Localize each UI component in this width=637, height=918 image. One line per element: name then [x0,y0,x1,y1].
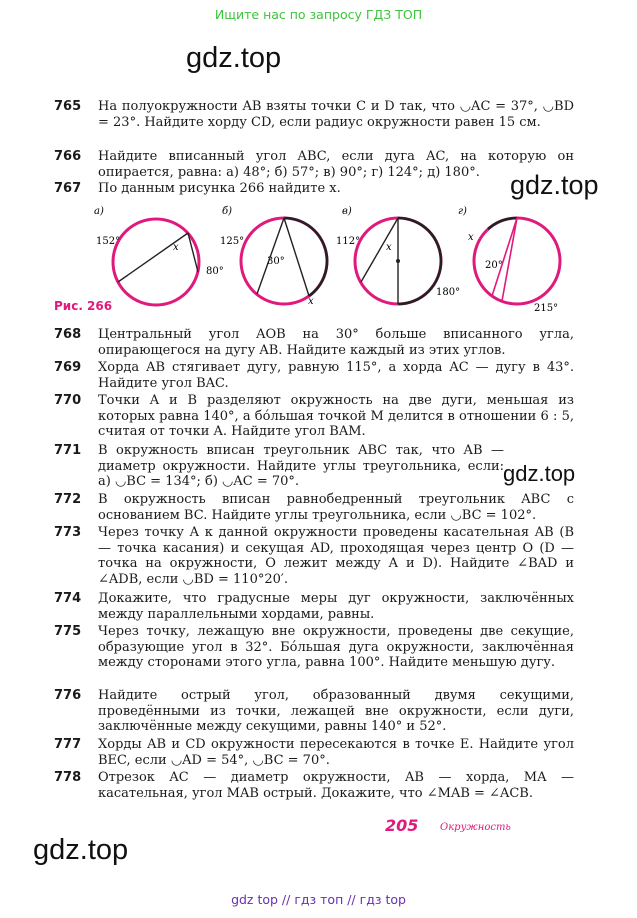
problem-number: 768 [54,327,82,342]
label: 215° [534,303,559,314]
label: 80° [206,266,224,277]
problem-776 [54,688,574,735]
problem-text: Найдите вписанный угол ABC, если дуга AC, на которую он опирается, равна: а) 48°; б) 57°; в) 90°; г) 124°; д) 180°. [98,149,574,180]
figure-266 [90,200,570,315]
problem-number: 766 [54,149,82,164]
watermark: gdz.top [33,834,129,866]
problem-text: Докажите, что градусные меры дуг окружности, заключённых между параллельными хордами, равны. [98,591,574,622]
label: 152° [96,236,121,247]
problem-765 [54,99,574,130]
problem-768 [54,327,574,358]
label: 180° [436,287,461,298]
label: x [468,232,474,243]
problem-769 [54,360,574,391]
problem-number: 765 [54,99,82,114]
problem-text: Хорда AB стягивает дугу, равную 115°, а хорда AC — дугу в 43°. Найдите угол BAC. [98,360,574,391]
problem-number: 767 [54,181,82,196]
panel-label: г) [458,206,467,217]
problem-777 [54,737,574,768]
problem-number: 769 [54,360,82,375]
problem-772 [54,492,574,523]
circle-a [113,219,199,305]
problem-number: 773 [54,525,82,540]
problem-774 [54,591,574,622]
problem-767 [54,181,574,197]
footer-links[interactable]: gdz top // гдз топ // гдз top [231,892,406,907]
panel-label: б) [222,206,233,217]
problem-771 [54,443,574,490]
top-banner[interactable]: Ищите нас по запросу ГДЗ ТОП [214,7,423,22]
section-title: Окружность [440,822,511,833]
watermark: gdz.top [186,42,282,74]
problem-text: Через точку, лежащую вне окружности, проведены две секущие, образующие угол в 32°. Бóльшая дуга окружности, заключённая между сторонами этого угла, равна 100°. Найдите меньшую дугу. [98,624,574,670]
problem-number: 776 [54,688,82,703]
label: 30° [267,256,285,267]
problem-text: Через точку A к данной окружности проведены касательная AB (B — точка касания) и секущая AD, проходящая через центр O (D — точка на окружности, O лежит между A и D). Найдите ∠BAD и ∠ADB, если ◡BD = 110°20′. [98,525,574,587]
problem-text: В окружность вписан треугольник ABC так, что AB — диаметр окружности. Найдите углы треугольника, если: а) ◡BC = 134°; б) ◡AC = 70°. [98,443,504,489]
problem-number: 774 [54,591,82,606]
watermark: gdz.top [510,170,599,200]
problem-text: Точки A и B разделяют окружность на две дуги, меньшая из которых равна 140°, а бóльшая точкой M делится в отношении 6 : 5, считая от точки A. Найдите угол BAM. [98,393,574,439]
label: x [386,242,392,253]
problem-766 [54,149,574,180]
problem-775 [54,624,574,671]
problem-text: По данным рисунка 266 найдите x. [98,181,341,196]
panel-label: в) [342,206,352,217]
problem-number: 772 [54,492,82,507]
problem-text: Центральный угол AOB на 30° больше вписанного угла, опирающегося на дугу AB. Найдите каждый из этих углов. [98,327,574,358]
label: x [308,296,314,307]
problem-text: В окружность вписан равнобедренный треугольник ABC с основанием BC. Найдите углы треугольника, если ◡BC = 102°. [98,492,574,523]
problem-number: 775 [54,624,82,639]
figure-caption: Рис. 266 [54,299,113,313]
problem-number: 770 [54,393,82,408]
problem-text: Отрезок AC — диаметр окружности, AB — хорда, MA — касательная, угол MAB острый. Докажите, что ∠MAB = ∠ACB. [98,770,574,801]
problem-number: 771 [54,443,82,458]
label: 20° [485,260,503,271]
problem-number: 777 [54,737,82,752]
problem-text: Хорды AB и CD окружности пересекаются в точке E. Найдите угол BEC, если ◡AD = 54°, ◡BC = 70°. [98,737,574,768]
problem-text: Найдите острый угол, образованный двумя секущими, проведёнными из точки, лежащей вне окружности, если дуги, заключённые между секущими, равны 140° и 52°. [98,688,574,734]
panel-label: а) [94,206,104,217]
label: 112° [336,236,361,247]
problem-778 [54,770,574,801]
problem-770 [54,393,574,440]
page-number: 205 [385,816,419,835]
watermark: gdz.top [503,461,576,486]
problem-773 [54,525,574,587]
label: 125° [220,236,245,247]
problem-text: На полуокружности AB взяты точки C и D так, что ◡AC = 37°, ◡BD = 23°. Найдите хорду CD, если радиус окружности равен 15 см. [98,99,574,130]
label: x [173,242,179,253]
problem-number: 778 [54,770,82,785]
